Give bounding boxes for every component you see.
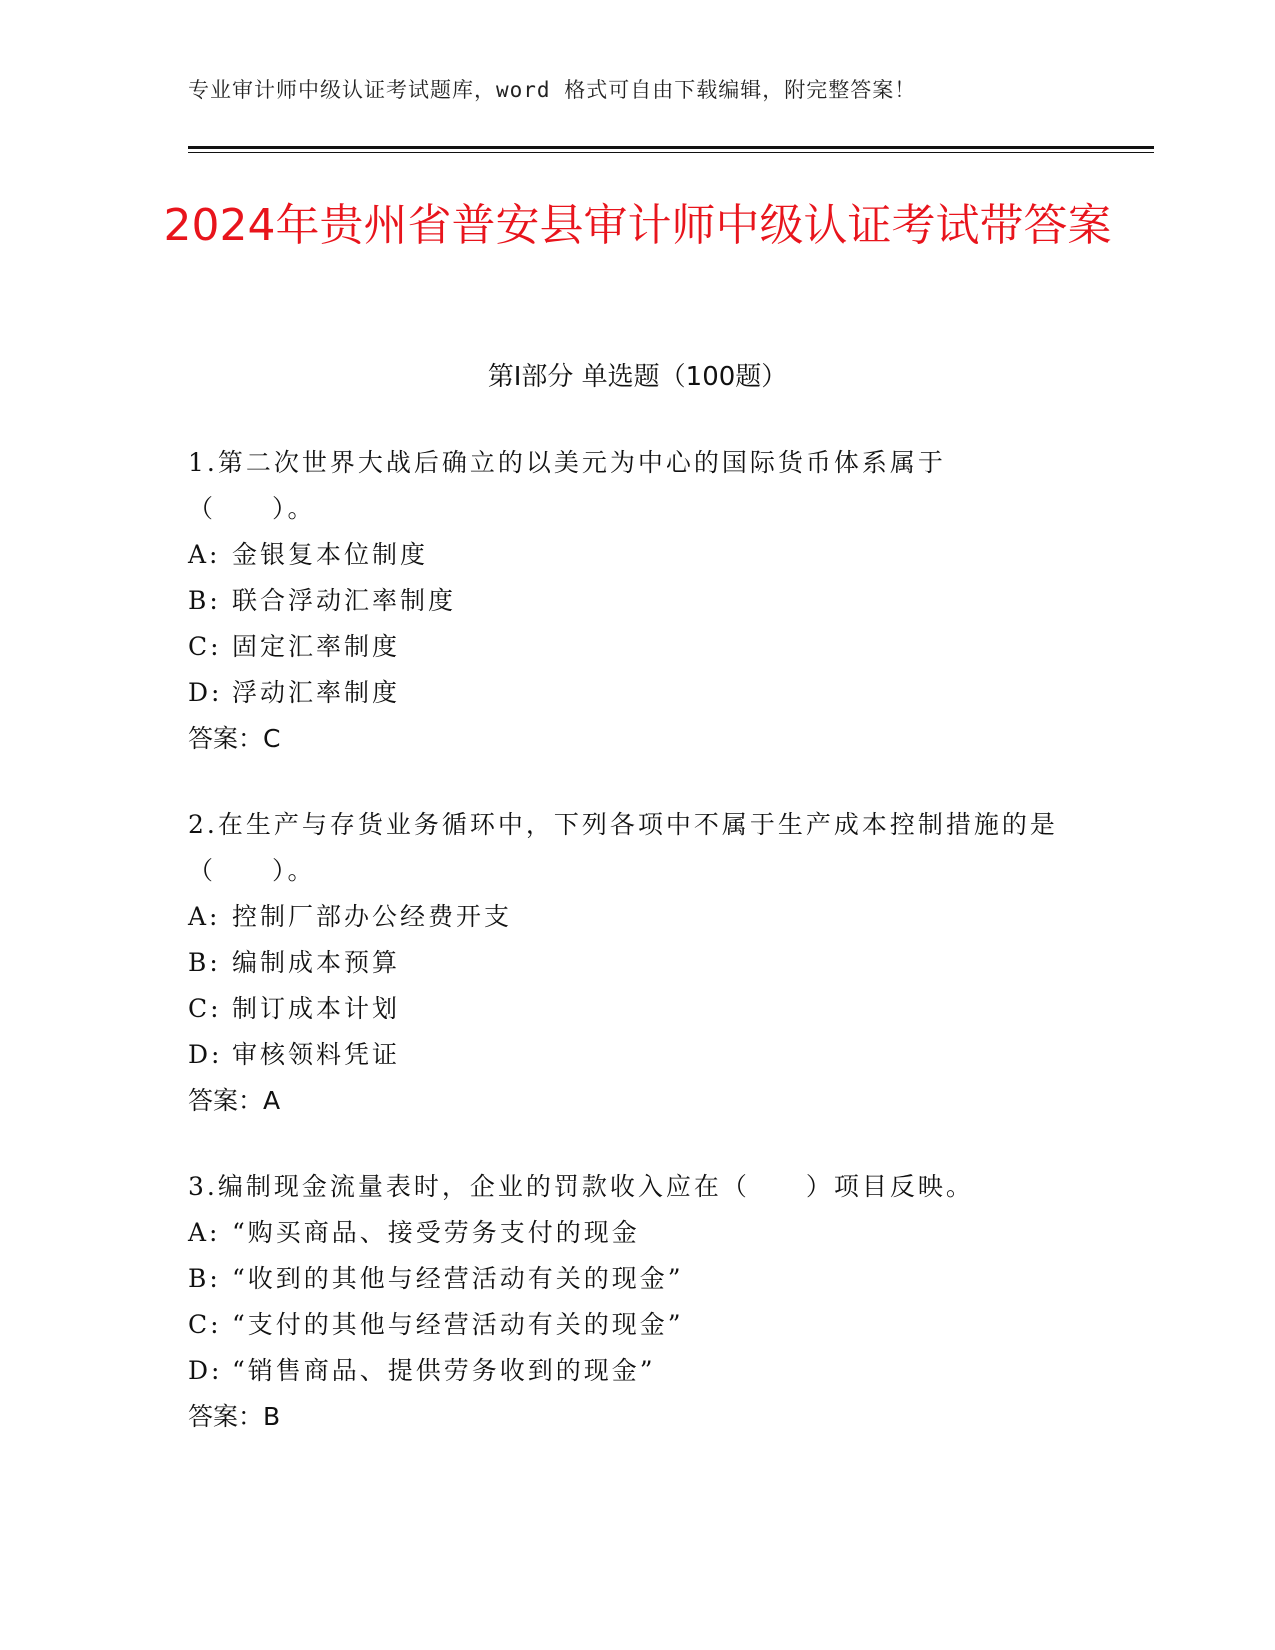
option-key: A: (188, 540, 221, 569)
option-d (188, 670, 1068, 716)
option-key: D: (188, 1356, 223, 1385)
option-b (188, 1256, 1068, 1302)
option-text: 审核领料凭证 (232, 1040, 401, 1069)
option-c (188, 986, 1068, 1032)
option-key: B: (188, 948, 221, 977)
option-b (188, 940, 1068, 986)
question-3 (188, 1164, 1068, 1440)
header-note: 专业审计师中级认证考试题库，word 格式可自由下载编辑，附完整答案！ (188, 78, 917, 102)
question-stem: 1.第二次世界大战后确立的以美元为中心的国际货币体系属于（ ）。 (188, 448, 946, 523)
option-key: C: (188, 1310, 222, 1339)
option-a (188, 894, 1068, 940)
question-stem: 3.编制现金流量表时，企业的罚款收入应在（ ）项目反映。 (188, 1172, 974, 1201)
option-text: 控制厂部办公经费开支 (232, 902, 513, 931)
option-d (188, 1348, 1068, 1394)
option-key: C: (188, 994, 222, 1023)
answer-label: 答案： (188, 1086, 264, 1115)
option-b (188, 578, 1068, 624)
question-list (188, 440, 1068, 1480)
option-key: D: (188, 678, 223, 707)
option-text: 编制成本预算 (232, 948, 401, 977)
option-key: D: (188, 1040, 223, 1069)
question-2 (188, 802, 1068, 1124)
option-key: B: (188, 586, 221, 615)
answer-label: 答案： (188, 1402, 264, 1431)
option-text: 联合浮动汇率制度 (232, 586, 457, 615)
option-text: “收到的其他与经营活动有关的现金” (232, 1264, 684, 1293)
answer-line (188, 1394, 1068, 1440)
answer-label: 答案： (188, 724, 264, 753)
option-key: C: (188, 632, 222, 661)
option-text: 固定汇率制度 (232, 632, 401, 661)
answer-value: B (263, 1402, 281, 1431)
option-text: 浮动汇率制度 (232, 678, 401, 707)
answer-value: C (263, 724, 281, 753)
header-rule (188, 146, 1154, 149)
option-text: 制订成本计划 (232, 994, 401, 1023)
option-text: “销售商品、提供劳务收到的现金” (232, 1356, 656, 1385)
answer-line (188, 1078, 1068, 1124)
option-key: B: (188, 1264, 221, 1293)
document-title: 2024年贵州省普安县审计师中级认证考试带答案 (163, 200, 1112, 251)
option-key: A: (188, 902, 221, 931)
option-c (188, 1302, 1068, 1348)
option-text: 金银复本位制度 (232, 540, 429, 569)
option-key: A: (188, 1218, 221, 1247)
answer-line (188, 716, 1068, 762)
option-a (188, 1210, 1068, 1256)
option-text: “支付的其他与经营活动有关的现金” (232, 1310, 684, 1339)
question-1 (188, 440, 1068, 762)
header-rule-thin (188, 152, 1154, 153)
answer-value: A (263, 1086, 281, 1115)
section-title: 第Ⅰ部分 单选题（100题） (487, 362, 788, 392)
option-d (188, 1032, 1068, 1078)
option-c (188, 624, 1068, 670)
option-a (188, 532, 1068, 578)
question-stem: 2.在生产与存货业务循环中，下列各项中不属于生产成本控制措施的是（ ）。 (188, 810, 1058, 885)
option-text: “购买商品、接受劳务支付的现金 (232, 1218, 640, 1247)
